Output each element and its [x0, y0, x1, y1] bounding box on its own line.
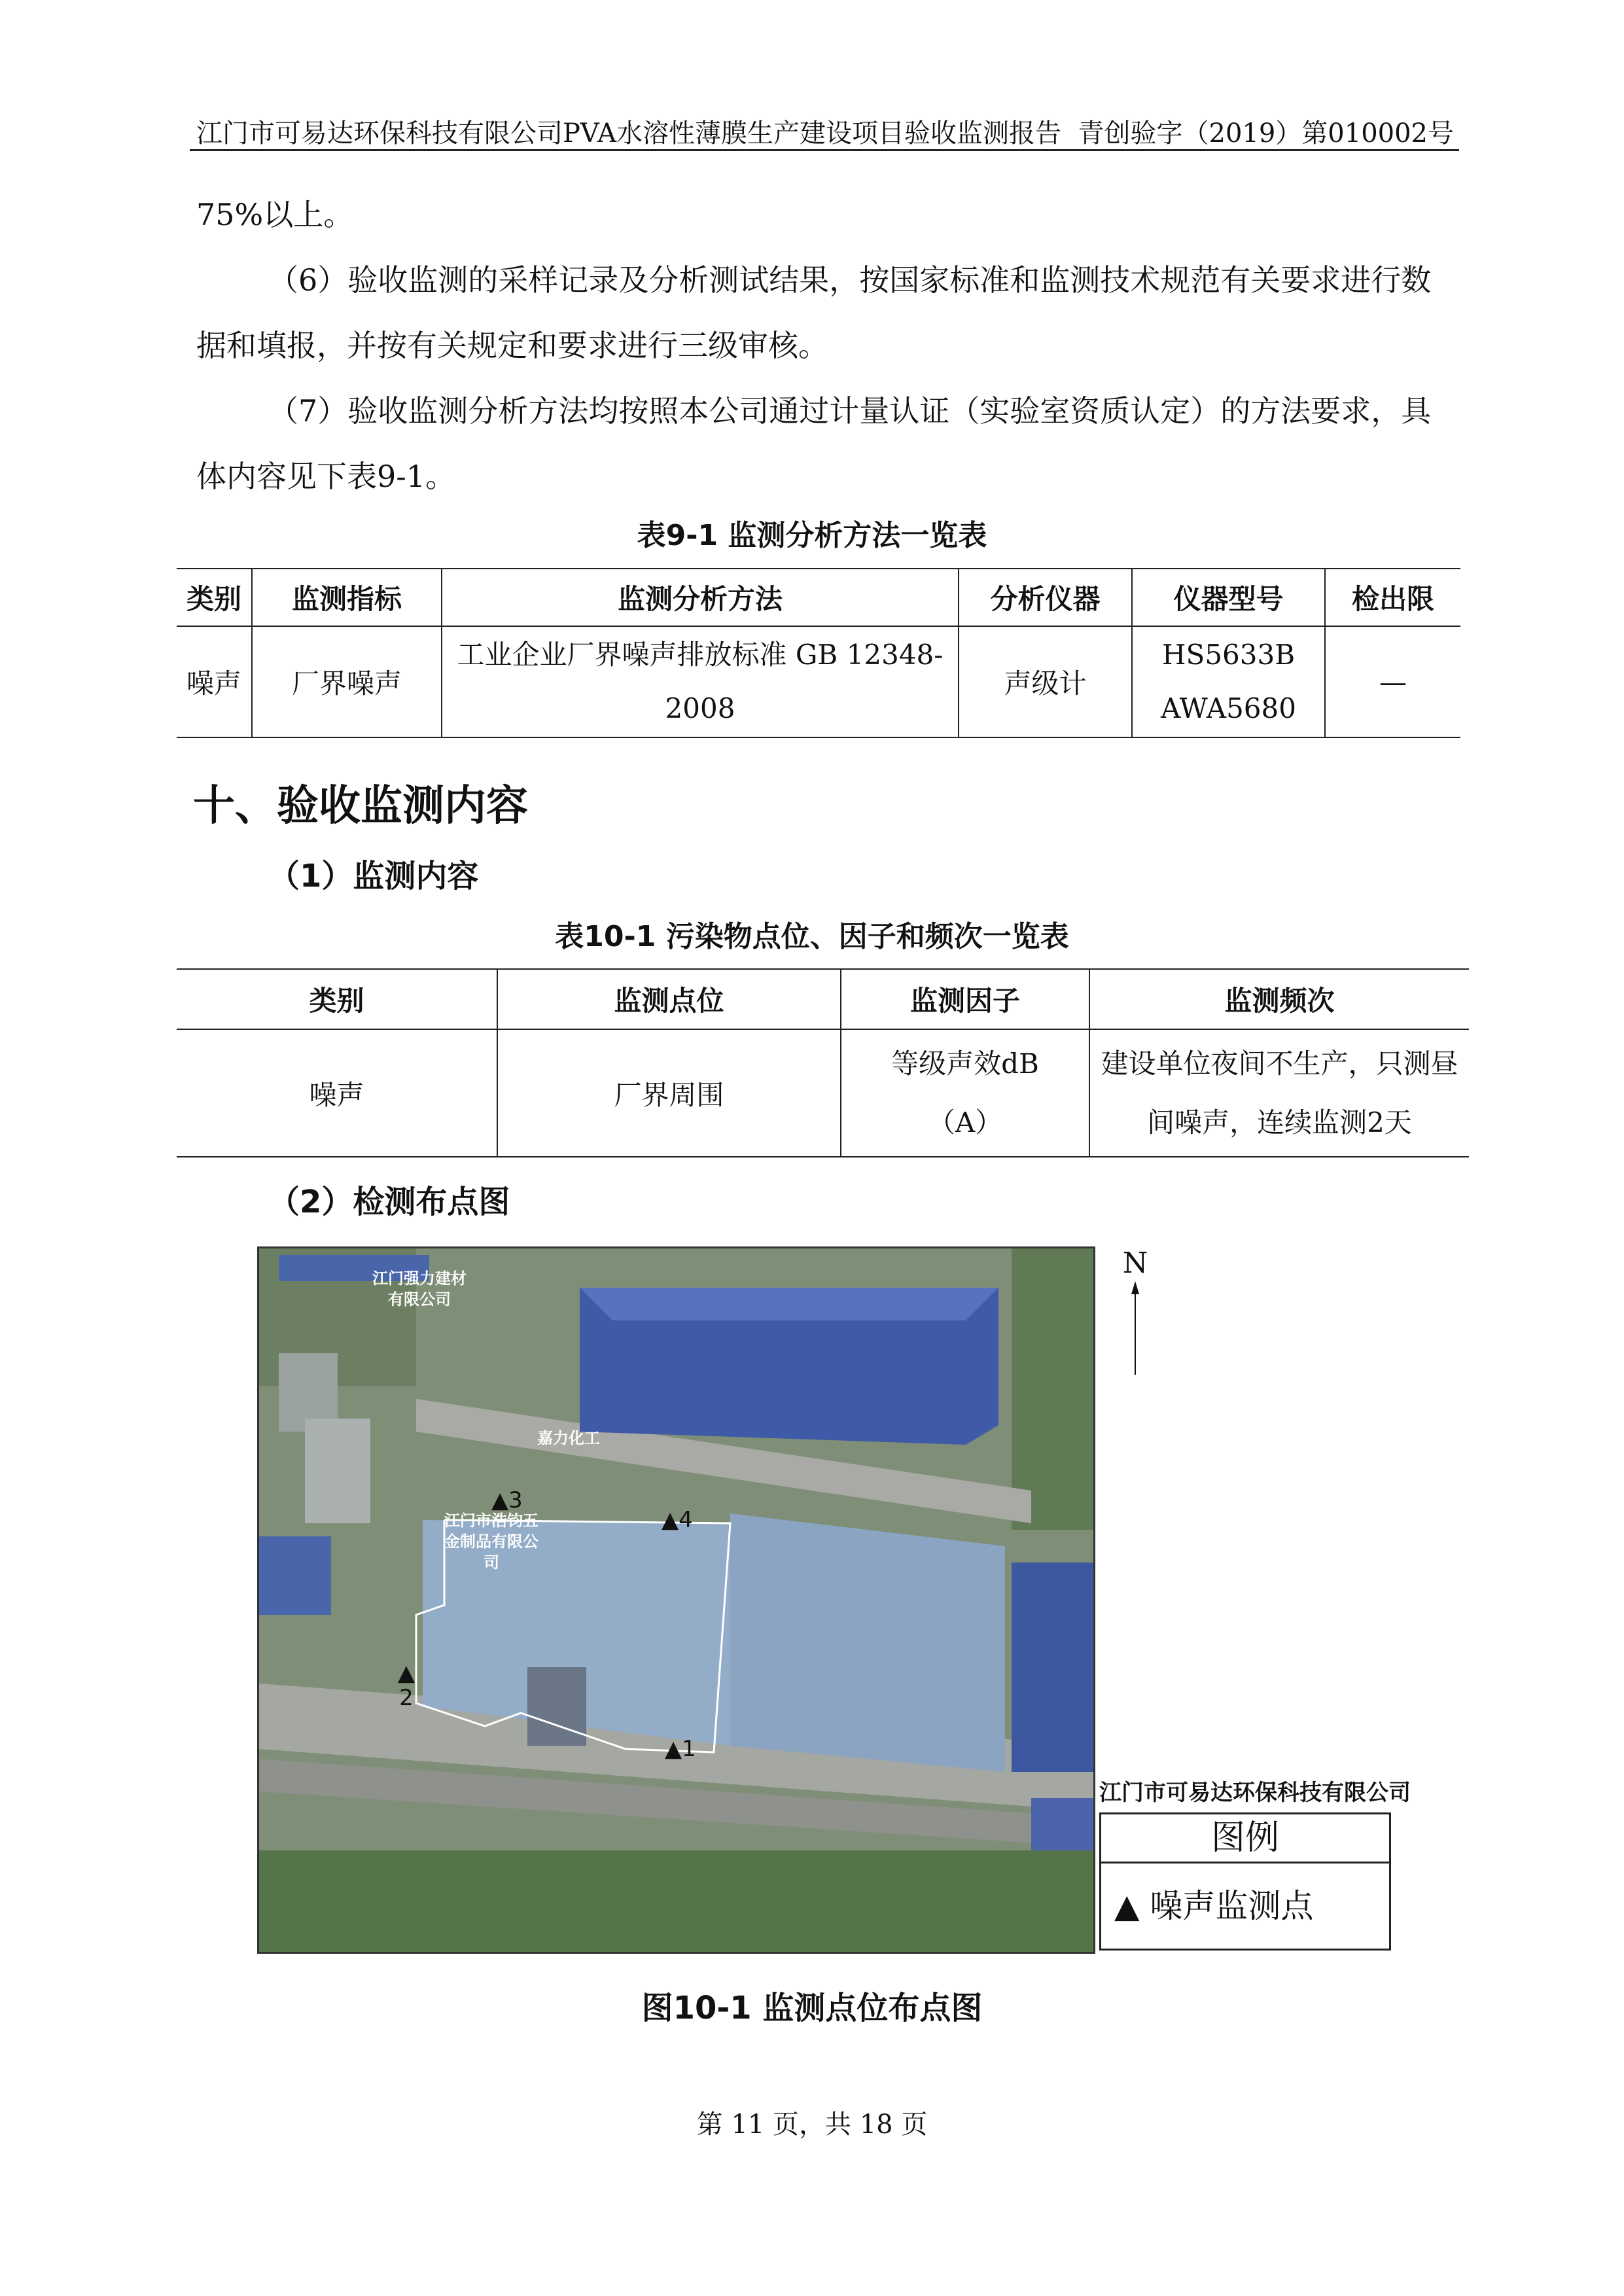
satellite-image: [259, 1248, 1093, 1952]
paragraph-item-7: （7）验收监测分析方法均按照本公司通过计量认证（实验室资质认定）的方法要求，具体内容见下表9-1。: [196, 393, 1432, 494]
noise-marker-1: [665, 1736, 696, 1762]
figure-caption: 图10-1 监测点位布点图: [641, 1990, 983, 2026]
marker-number: 3: [508, 1487, 523, 1513]
marker-number: 1: [682, 1736, 696, 1762]
table-10-1: [177, 968, 1469, 1157]
map-label-company: 江门强力建材有限公司: [372, 1269, 467, 1309]
factor-line-2: （A）: [927, 1106, 1003, 1139]
table-header: 仪器型号: [1132, 569, 1325, 626]
table-header: 类别: [177, 569, 252, 626]
model-2: AWA5680: [1161, 692, 1296, 724]
paragraph-continuation: 75%以上。: [196, 197, 354, 232]
cell-factor: [841, 1029, 1089, 1157]
table-10-1-caption: 表10-1 污染物点位、因子和频次一览表: [555, 920, 1069, 953]
section-title: 十、验收监测内容: [193, 782, 528, 830]
table-header: 监测分析方法: [442, 569, 959, 626]
cell-category: 噪声: [177, 1029, 497, 1157]
noise-marker-4: [662, 1507, 693, 1533]
table-header: 类别: [177, 969, 497, 1029]
legend-item-noise: ▲ 噪声监测点: [1114, 1887, 1314, 1925]
factor-line-1: 等级声效dB: [891, 1047, 1039, 1080]
cell-category: 噪声: [177, 626, 252, 737]
table-header: 监测频次: [1089, 969, 1469, 1029]
triangle-icon: ▲: [491, 1487, 509, 1513]
subsection-layout-map: （2）检测布点图: [268, 1184, 510, 1220]
marker-number: 2: [399, 1685, 414, 1711]
cell-frequency: 建设单位夜间不生产，只测昼间噪声，连续监测2天: [1089, 1029, 1469, 1157]
triangle-icon: ▲: [665, 1736, 682, 1762]
table-header: 检出限: [1325, 569, 1460, 626]
table-9-1: [177, 568, 1460, 738]
table-row: [177, 626, 1460, 737]
north-label: N: [1122, 1246, 1148, 1280]
triangle-icon: ▲: [662, 1507, 679, 1533]
map-label-chem: 嘉力化工: [537, 1429, 600, 1447]
table-header: 监测点位: [497, 969, 841, 1029]
subsection-monitoring-content: （1）监测内容: [268, 858, 479, 894]
north-arrow: [1122, 1246, 1148, 1381]
header-report-number: 青创验字（2019）第010002号: [1078, 118, 1454, 149]
cell-limit: —: [1325, 626, 1460, 737]
table-header: 监测指标: [252, 569, 442, 626]
table-header: 分析仪器: [959, 569, 1132, 626]
cell-location: 厂界周围: [497, 1029, 841, 1157]
cell-instrument: 声级计: [959, 626, 1132, 737]
header-report-title: 江门市可易达环保科技有限公司PVA水溶性薄膜生产建设项目验收监测报告: [196, 118, 1061, 149]
cell-method: 工业企业厂界噪声排放标准 GB 12348-2008: [442, 626, 959, 737]
map-legend: [1099, 1812, 1391, 1951]
legend-title: 图例: [1101, 1814, 1389, 1863]
map-label-hardware: 江门市浩钧五金制品有限公司: [444, 1511, 538, 1572]
table-row: [177, 1029, 1469, 1157]
marker-number: 4: [679, 1507, 693, 1533]
cell-indicator: 厂界噪声: [252, 626, 442, 737]
paragraph-item-6: （6）验收监测的采样记录及分析测试结果，按国家标准和监测技术规范有关要求进行数据和填报，并按有关规定和要求进行三级审核。: [196, 262, 1432, 363]
model-1: HS5633B: [1161, 639, 1296, 671]
triangle-icon: ▲: [397, 1660, 415, 1686]
cell-model: [1132, 626, 1325, 737]
table-9-1-caption: 表9-1 监测分析方法一览表: [637, 519, 987, 552]
company-caption: 江门市可易达环保科技有限公司: [1099, 1780, 1411, 1806]
north-arrow-icon: [1122, 1280, 1148, 1378]
header-divider: [190, 149, 1459, 151]
monitoring-map: [257, 1246, 1095, 1954]
page-footer: 第 11 页，共 18 页: [696, 2110, 928, 2140]
noise-marker-3: [491, 1487, 523, 1513]
noise-marker-2: [393, 1661, 419, 1710]
table-header: 监测因子: [841, 969, 1089, 1029]
